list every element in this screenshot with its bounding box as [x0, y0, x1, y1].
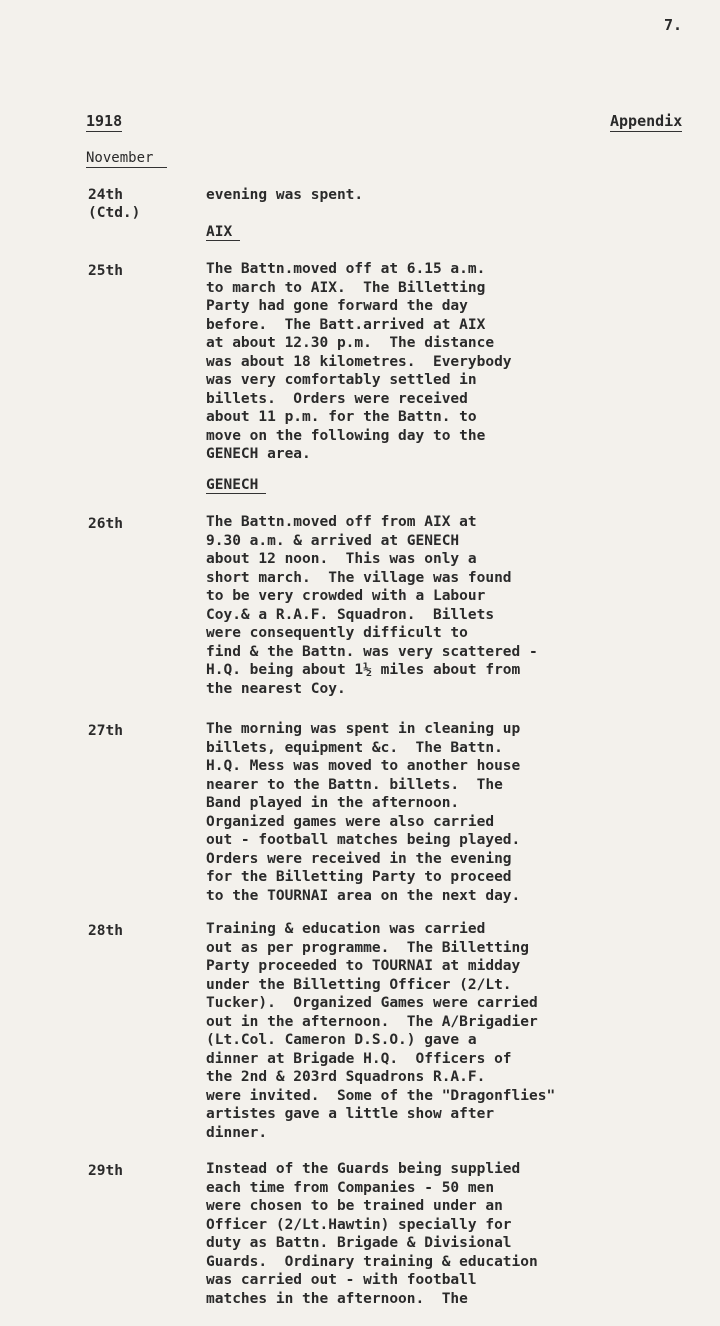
- entry-date: 25th: [88, 263, 123, 279]
- entry-date: 27th: [88, 723, 123, 739]
- year-heading: 1918: [86, 112, 123, 130]
- entry-date: 24th (Ctd.): [88, 187, 141, 221]
- entry-text: Instead of the Guards being supplied each time from Companies - 50 men were chosen to be trained under an Officer (2/Lt.Hawtin) specially for duty as Battn. Brigade & Divisional Guards. Ordinary training & education was carried out - with football matches in the afternoon. The: [206, 1161, 538, 1307]
- appendix-label: Appendix: [610, 112, 683, 130]
- month-heading: November: [86, 150, 167, 168]
- entry-text: The Battn.moved off at 6.15 a.m. to march to AIX. The Billetting Party had gone forward the day before. The Batt.arrived at AIX at about 12.30 p.m. The distance was about 18 kilometres. Everybody was very comfortably settled in billets. Orders were received about 11 p.m. for the Battn. to move on the following day to the GENECH area.: [206, 261, 512, 462]
- entry-date: 26th: [88, 516, 123, 532]
- entry-text: evening was spent.: [206, 187, 364, 203]
- entry-text: Training & education was carried out as per programme. The Billetting Party proceeded to TOURNAI at midday under the Billetting Officer (2/Lt. Tucker). Organized Games were carried out in the afternoon. The A/Brigadier (Lt.Col. Cameron D.S.O.) gave a dinner at Brigade H.Q. Officers of the 2nd & 203rd Squadrons R.A.F. were invited. Some of the "Dragonflies" artistes gave a little show after dinner.: [206, 921, 556, 1141]
- entry-date: 29th: [88, 1163, 123, 1179]
- place-heading-genech: GENECH: [206, 477, 266, 494]
- page-number: 7.: [664, 16, 683, 34]
- place-heading-aix: AIX: [206, 224, 240, 241]
- entry-text: The morning was spent in cleaning up billets, equipment &c. The Battn. H.Q. Mess was moved to another house nearer to the Battn. billets. The Band played in the afternoon. Organized games were also carried out - football matches being played. Orders were received in the evening for the Billetting Party to proceed to the TOURNAI area on the next day.: [206, 721, 521, 904]
- entry-date: 28th: [88, 923, 123, 939]
- entry-text: The Battn.moved off from AIX at 9.30 a.m. & arrived at GENECH about 12 noon. This was only a short march. The village was found to be very crowded with a Labour Coy.& a R.A.F. Squadron. Billets were consequently difficult to find & the Battn. was very scattered - H.Q. being about 1½ miles about from the nearest Coy.: [206, 514, 538, 697]
